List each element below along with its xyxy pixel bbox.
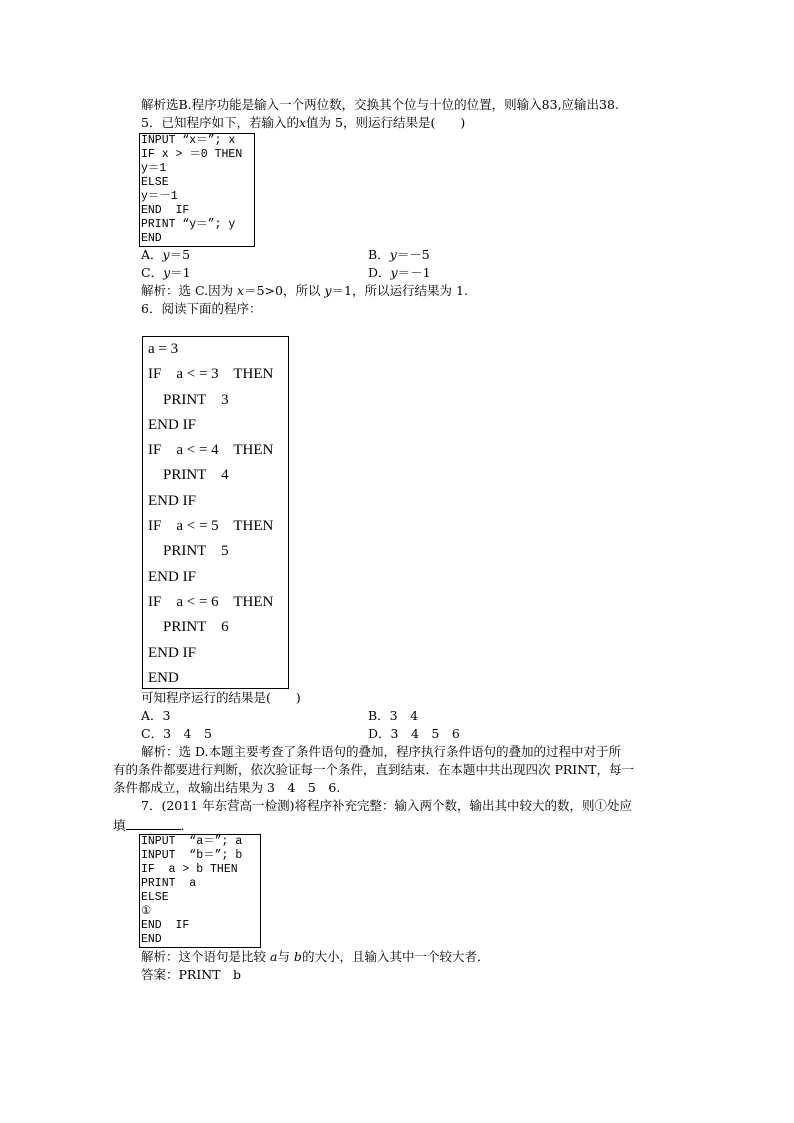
- q5-option-a: [141, 248, 190, 262]
- q5-stem-var: x: [298, 115, 307, 130]
- code-line: ELSE: [141, 176, 169, 189]
- code-line: INPUT “a＝”; a: [141, 835, 243, 848]
- code-line: PRINT 5: [148, 543, 229, 560]
- q6-analysis-line-2: 有的条件都要进行判断，依次验证每一个条件，直到结束．在本题中共出现四次 PRINT，每一: [113, 762, 635, 777]
- q6-option-d: D．3 4 5 6: [368, 726, 460, 741]
- q6-question: 可知程序运行的结果是( ): [141, 690, 301, 705]
- q6-option-c: C．3 4 5: [141, 726, 212, 741]
- q5-stem-text-2: 值为 5，则运行结果是( ): [306, 115, 466, 130]
- code-line: INPUT “b＝”; b: [141, 849, 243, 862]
- code-line: y＝1: [141, 162, 167, 175]
- q6-stem: 6．阅读下面的程序：: [141, 301, 262, 316]
- code-line: a = 3: [148, 341, 179, 357]
- code-line: PRINT a: [141, 877, 197, 890]
- q5-stem: [141, 116, 465, 130]
- q5-analysis: [141, 284, 468, 298]
- q5-code-box: [139, 133, 255, 247]
- option-var: y: [389, 247, 397, 262]
- code-line: INPUT “x＝”; x: [141, 134, 236, 147]
- code-line: PRINT 3: [148, 391, 229, 408]
- analysis-var: x: [237, 283, 245, 298]
- code-line: END IF: [148, 644, 196, 661]
- q7-code-box: [139, 834, 261, 948]
- analysis-var: y: [324, 283, 332, 298]
- code-line: IF a < = 4 THEN: [148, 442, 274, 459]
- code-line: PRINT “y＝”; y: [141, 218, 236, 231]
- option-value: ＝－1: [397, 265, 431, 280]
- option-label: A．: [141, 247, 163, 262]
- code-line: ELSE: [141, 891, 169, 904]
- q7-stem-line-1: 7．(2011 年东营高一检测)将程序补充完整：输入两个数，输出其中较大的数，则①处应: [141, 798, 632, 813]
- code-line: END: [148, 669, 179, 686]
- option-label: C．: [141, 265, 164, 280]
- code-line: END IF: [148, 568, 196, 585]
- stem-text: .: [180, 818, 185, 833]
- analysis-text: 的大小，且输入其中一个较大者．: [301, 949, 490, 964]
- code-line: IF a < = 6 THEN: [148, 593, 274, 610]
- analysis-text: 与: [277, 949, 294, 964]
- code-line: END IF: [141, 204, 190, 217]
- analysis-text: 解析：选 C.因为: [141, 283, 238, 298]
- option-value: ＝1: [170, 265, 191, 280]
- code-line: END IF: [148, 492, 196, 509]
- option-var: y: [162, 247, 170, 262]
- q5-option-b: [368, 248, 430, 262]
- q6-analysis-line-3: 条件都成立，故输出结果为 3 4 5 6.: [113, 780, 341, 795]
- code-line: y＝－1: [141, 190, 178, 203]
- analysis-text: ＝1，所以运行结果为 1.: [331, 283, 468, 298]
- stem-text: 填: [113, 818, 126, 833]
- code-line: IF a > b THEN: [141, 863, 238, 876]
- code-line: IF x > ＝0 THEN: [141, 148, 243, 161]
- code-line: END: [141, 933, 162, 946]
- q5-stem-text: 5．已知程序如下，若输入的: [141, 115, 299, 130]
- q4-analysis: 解析选B.程序功能是输入一个两位数，交换其个位与十位的位置，则输入83,应输出38.: [141, 97, 619, 112]
- option-var: y: [390, 265, 398, 280]
- code-line: IF a < = 5 THEN: [148, 518, 274, 535]
- option-label: B．: [368, 247, 390, 262]
- code-line: END: [141, 232, 162, 245]
- q7-answer: 答案：PRINT b: [141, 967, 242, 982]
- q5-option-d: [368, 266, 431, 280]
- code-line: ①: [141, 905, 152, 918]
- option-var: y: [163, 265, 171, 280]
- analysis-text: 解析：这个语句是比较: [141, 949, 270, 964]
- option-value: ＝5: [169, 247, 191, 262]
- q6-option-b: B．3 4: [368, 708, 419, 723]
- q7-analysis: [141, 950, 489, 964]
- code-line: PRINT 4: [148, 467, 229, 484]
- option-value: ＝－5: [396, 247, 430, 262]
- q6-code-box: [142, 336, 289, 689]
- option-label: D．: [368, 265, 391, 280]
- analysis-var: a: [269, 949, 278, 964]
- analysis-text: ＝5>0，所以: [244, 283, 325, 298]
- code-line: END IF: [141, 919, 190, 932]
- q5-option-c: [141, 266, 191, 280]
- analysis-var: b: [293, 949, 302, 964]
- q6-option-a: A．3: [141, 708, 171, 723]
- answer-blank: [126, 817, 181, 830]
- code-line: PRINT 6: [148, 619, 229, 636]
- code-line: IF a < = 3 THEN: [148, 366, 274, 383]
- q6-analysis-line-1: 解析：选 D.本题主要考查了条件语句的叠加，程序执行条件语句的叠加的过程中对于所: [141, 744, 622, 759]
- q7-stem-line-2: [113, 817, 185, 833]
- code-line: END IF: [148, 416, 196, 433]
